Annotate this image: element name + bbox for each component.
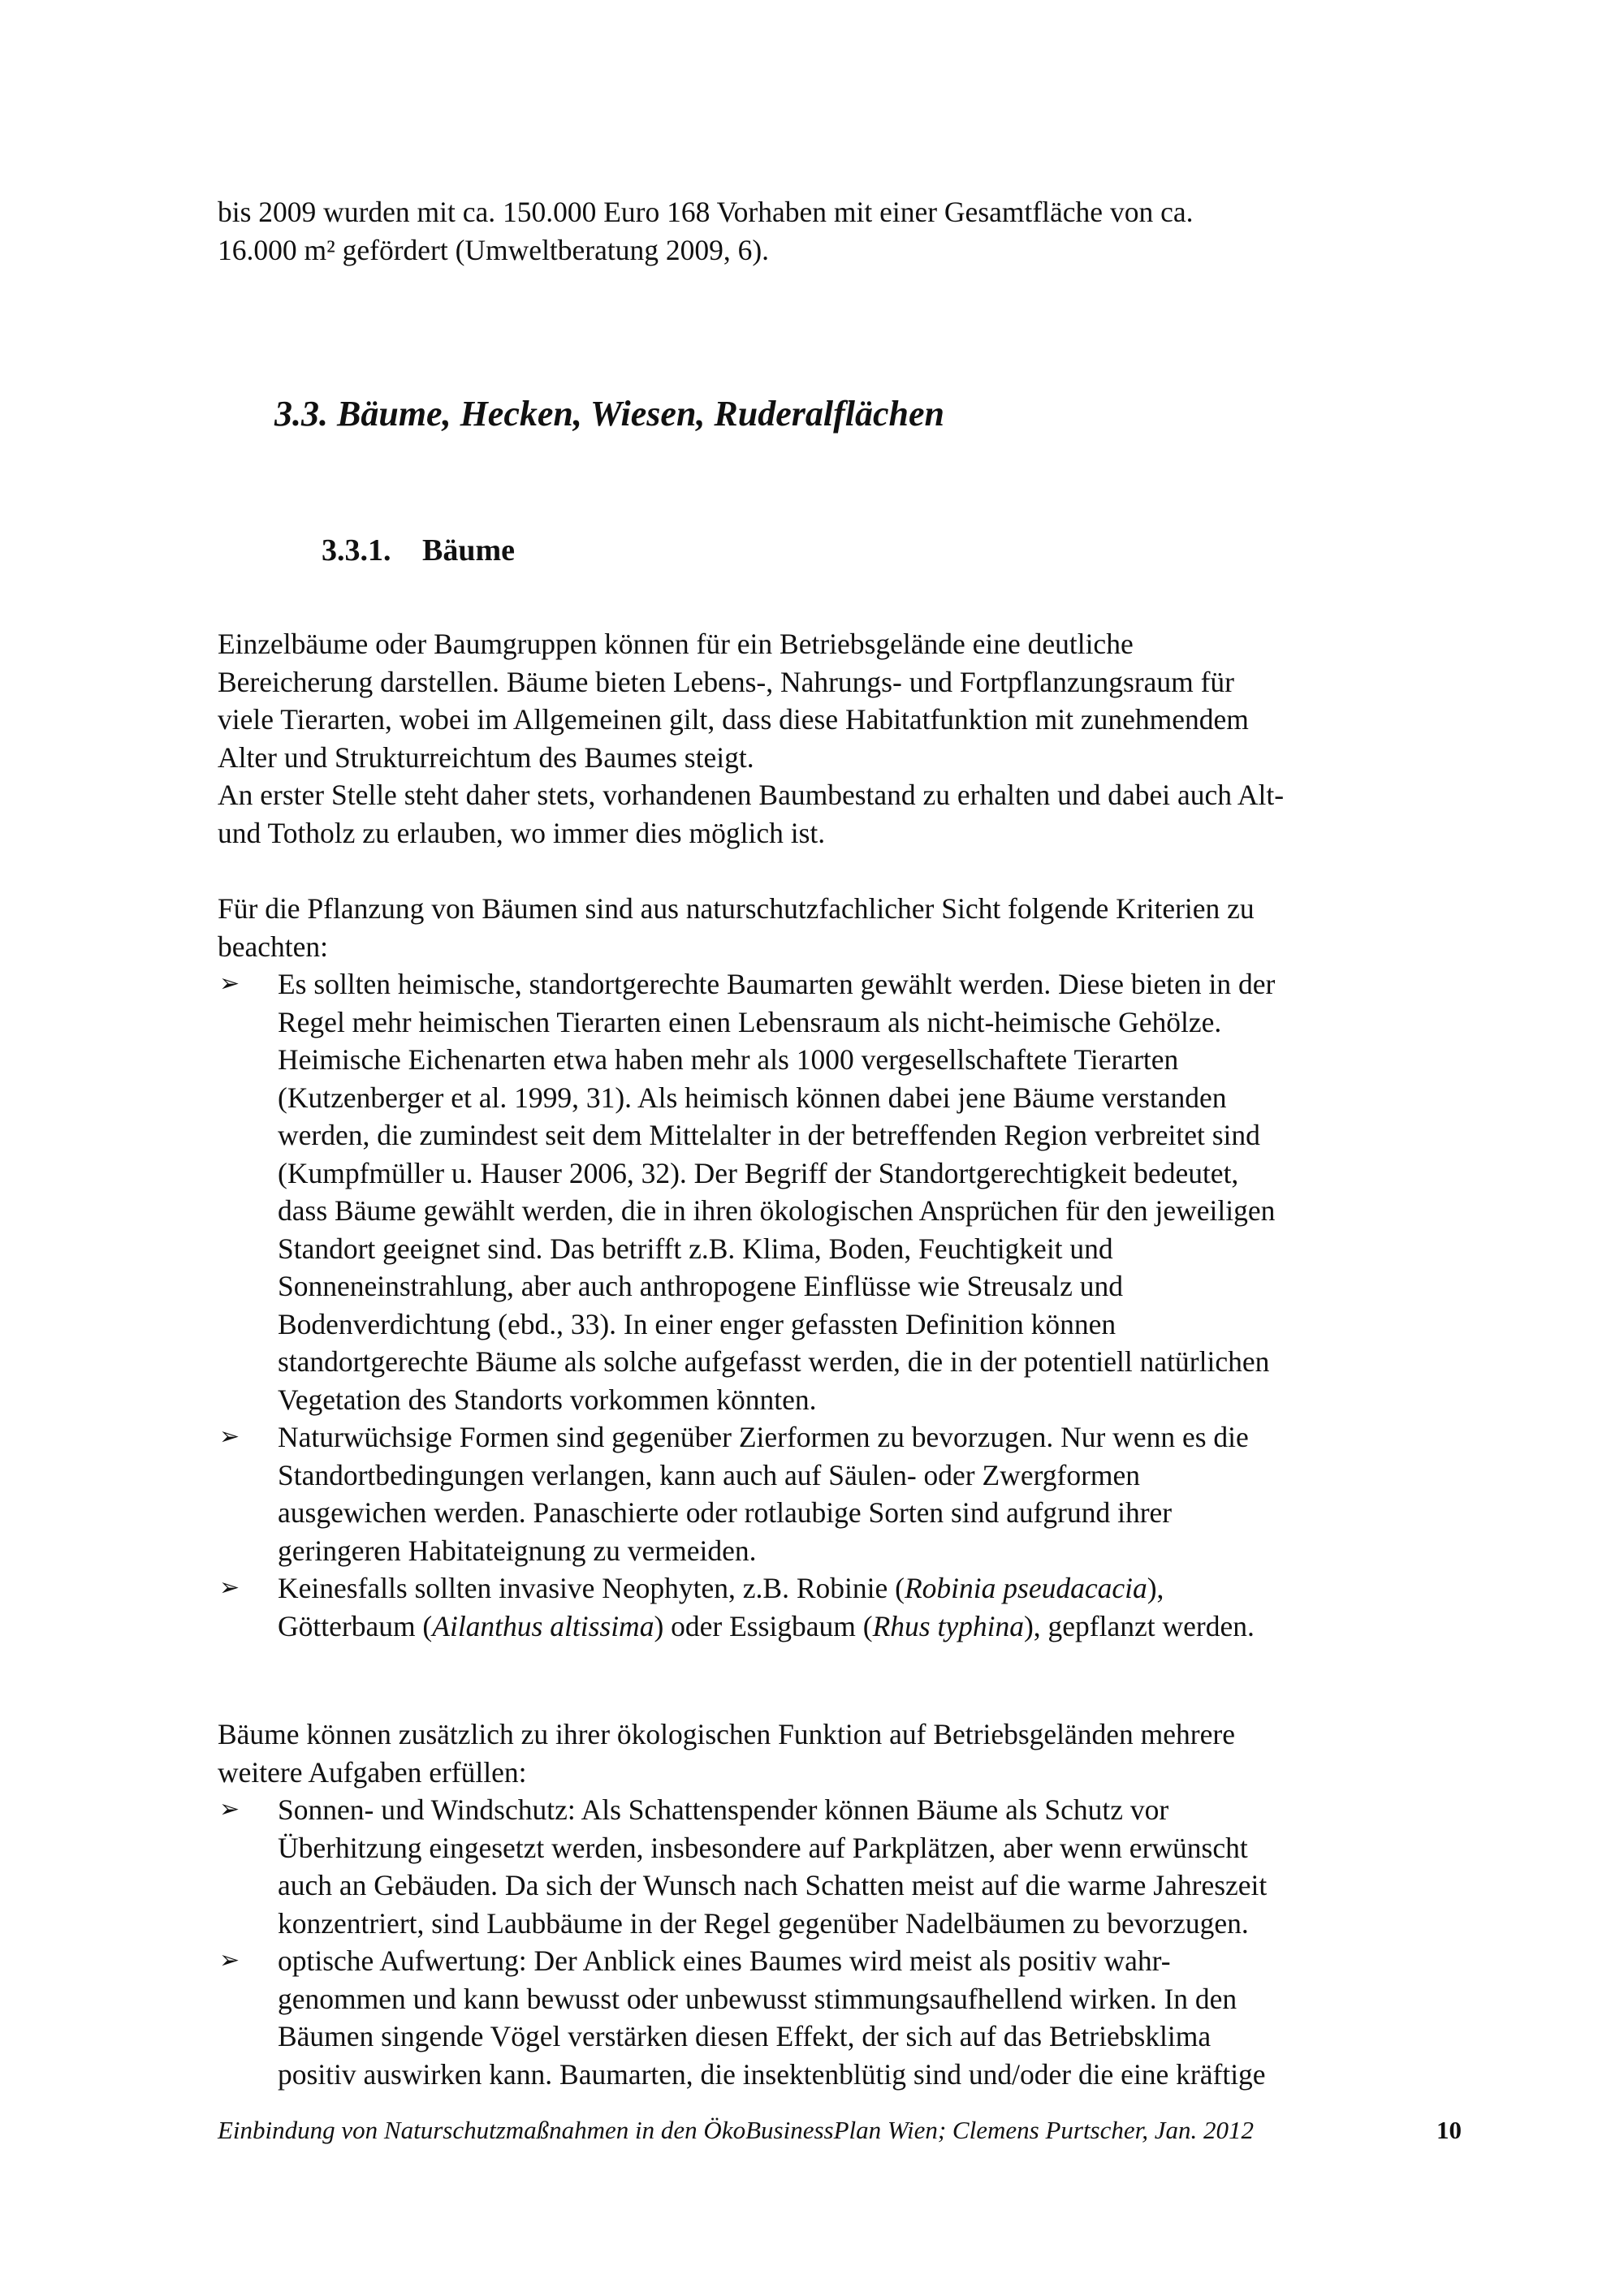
species-name: Ailanthus altissima bbox=[432, 1609, 654, 1642]
list-item: ➢ Naturwüchsige Formen sind gegenüber Zierformen zu bevorzugen. Nur wenn es die Standortbedingungen verlangen, kann auch auf Säulen- oder Zwergformen ausgewichen werden. Panaschierte oder rotlaubige Sorten sind aufgrund ihrer geringeren Habitateignung zu vermeiden. bbox=[218, 1418, 1452, 1569]
paragraph-trees-intro: Einzelbäume oder Baumgruppen können für ein Betriebsgelände eine deutliche Bereicherung darstellen. Bäume bieten Lebens-, Nahrungs- und Fortpflanzungsraum für viele Tierarten, wobei im Allgemeinen gilt, dass diese Habitatfunktion mit zunehmendem Alter und Strukturreichtum des Baumes steigt. An erster Stelle steht daher stets, vorhandenen Baumbestand zu erhalten und dabei auch Alt- und Totholz zu erlauben, wo immer dies möglich ist. bbox=[218, 628, 1285, 849]
paragraph-planting-criteria: Für die Pflanzung von Bäumen sind aus naturschutzfachlicher Sicht folgende Kriterien zu beachten: bbox=[218, 892, 1255, 963]
subsection-heading bbox=[322, 533, 515, 568]
list-item: ➢ Sonnen- und Windschutz: Als Schattenspender können Bäume als Schutz vor Überhitzung eingesetzt werden, insbesondere auf Parkplätzen, aber wenn erwünscht auch an Gebäuden. Da sich der Wunsch nach Schatten meist auf die warme Jahreszeit konzentriert, sind Laubbäume in der Regel gegenüber Nadelbäumen zu bevorzugen. bbox=[218, 1791, 1452, 1942]
list-item: ➢ optische Aufwertung: Der Anblick eines Baumes wird meist als positiv wahr- genommen und kann bewusst oder unbewusst stimmungsaufhellend wirken. In den Bäumen singende Vögel verstärken diesen Effekt, der sich auf das Betriebsklima positiv auswirken kann. Baumarten, die insektenblütig sind und/oder die eine kräftige bbox=[218, 1942, 1452, 2093]
list-item: ➢ Keinesfalls sollten invasive Neophyten, z.B. Robinie (Robinia pseudacacia), Götterbaum (Ailanthus altissima) oder Essigbaum (Rhus typhina), gepflanzt werden. bbox=[218, 1569, 1452, 1645]
species-name: Robinia pseudacacia bbox=[904, 1572, 1147, 1604]
arrow-bullet-icon: ➢ bbox=[219, 1795, 240, 1823]
criteria-list bbox=[218, 965, 1452, 1645]
footer-text: Einbindung von Naturschutzmaßnahmen in den ÖkoBusinessPlan Wien; Clemens Purtscher, Jan. 2012 bbox=[218, 2116, 1255, 2144]
arrow-bullet-icon: ➢ bbox=[219, 1946, 240, 1974]
arrow-bullet-icon: ➢ bbox=[219, 1573, 240, 1602]
page-number: 10 bbox=[1436, 2116, 1462, 2144]
intro-paragraph: bis 2009 wurden mit ca. 150.000 Euro 168 Vorhaben mit einer Gesamtfläche von ca. 16.000 m² gefördert (Umweltberatung 2009, 6). bbox=[218, 196, 1194, 266]
functions-list bbox=[218, 1791, 1452, 2093]
subsection-title: Bäume bbox=[422, 533, 515, 568]
arrow-bullet-icon: ➢ bbox=[219, 969, 240, 998]
page-footer bbox=[218, 2116, 1462, 2145]
subsection-number: 3.3.1. bbox=[322, 533, 391, 568]
section-heading: 3.3. Bäume, Hecken, Wiesen, Ruderalflächen bbox=[274, 394, 944, 434]
species-name: Rhus typhina bbox=[872, 1609, 1024, 1642]
arrow-bullet-icon: ➢ bbox=[219, 1422, 240, 1451]
paragraph-additional-functions: Bäume können zusätzlich zu ihrer ökologischen Funktion auf Betriebsgeländen mehrere weitere Aufgaben erfüllen: bbox=[218, 1718, 1235, 1789]
list-item: ➢ Es sollten heimische, standortgerechte Baumarten gewählt werden. Diese bieten in der Regel mehr heimischen Tierarten einen Lebensraum als nicht-heimische Gehölze. Heimische Eichenarten etwa haben mehr als 1000 vergesellschaftete Tierarten (Kutzenberger et al. 1999, 31). Als heimisch können dabei jene Bäume verstanden werden, die zumindest seit dem Mittelalter in der betreffenden Region verbreitet sind (Kumpfmüller u. Hauser 2006, 32). Der Begriff der Standortgerechtigkeit bedeutet, dass Bäume gewählt werden, die in ihren ökologischen Ansprüchen für den jeweiligen Standort geeignet sind. Das betrifft z.B. Klima, Boden, Feuchtigkeit und Sonneneinstrahlung, aber auch anthropogene Einflüsse wie Streusalz und Bodenverdichtung (ebd., 33). In einer enger gefassten Definition können standortgerechte Bäume als solche aufgefasst werden, die in der potentiell natürlichen Vegetation des Standorts vorkommen könnten. bbox=[218, 965, 1452, 1418]
